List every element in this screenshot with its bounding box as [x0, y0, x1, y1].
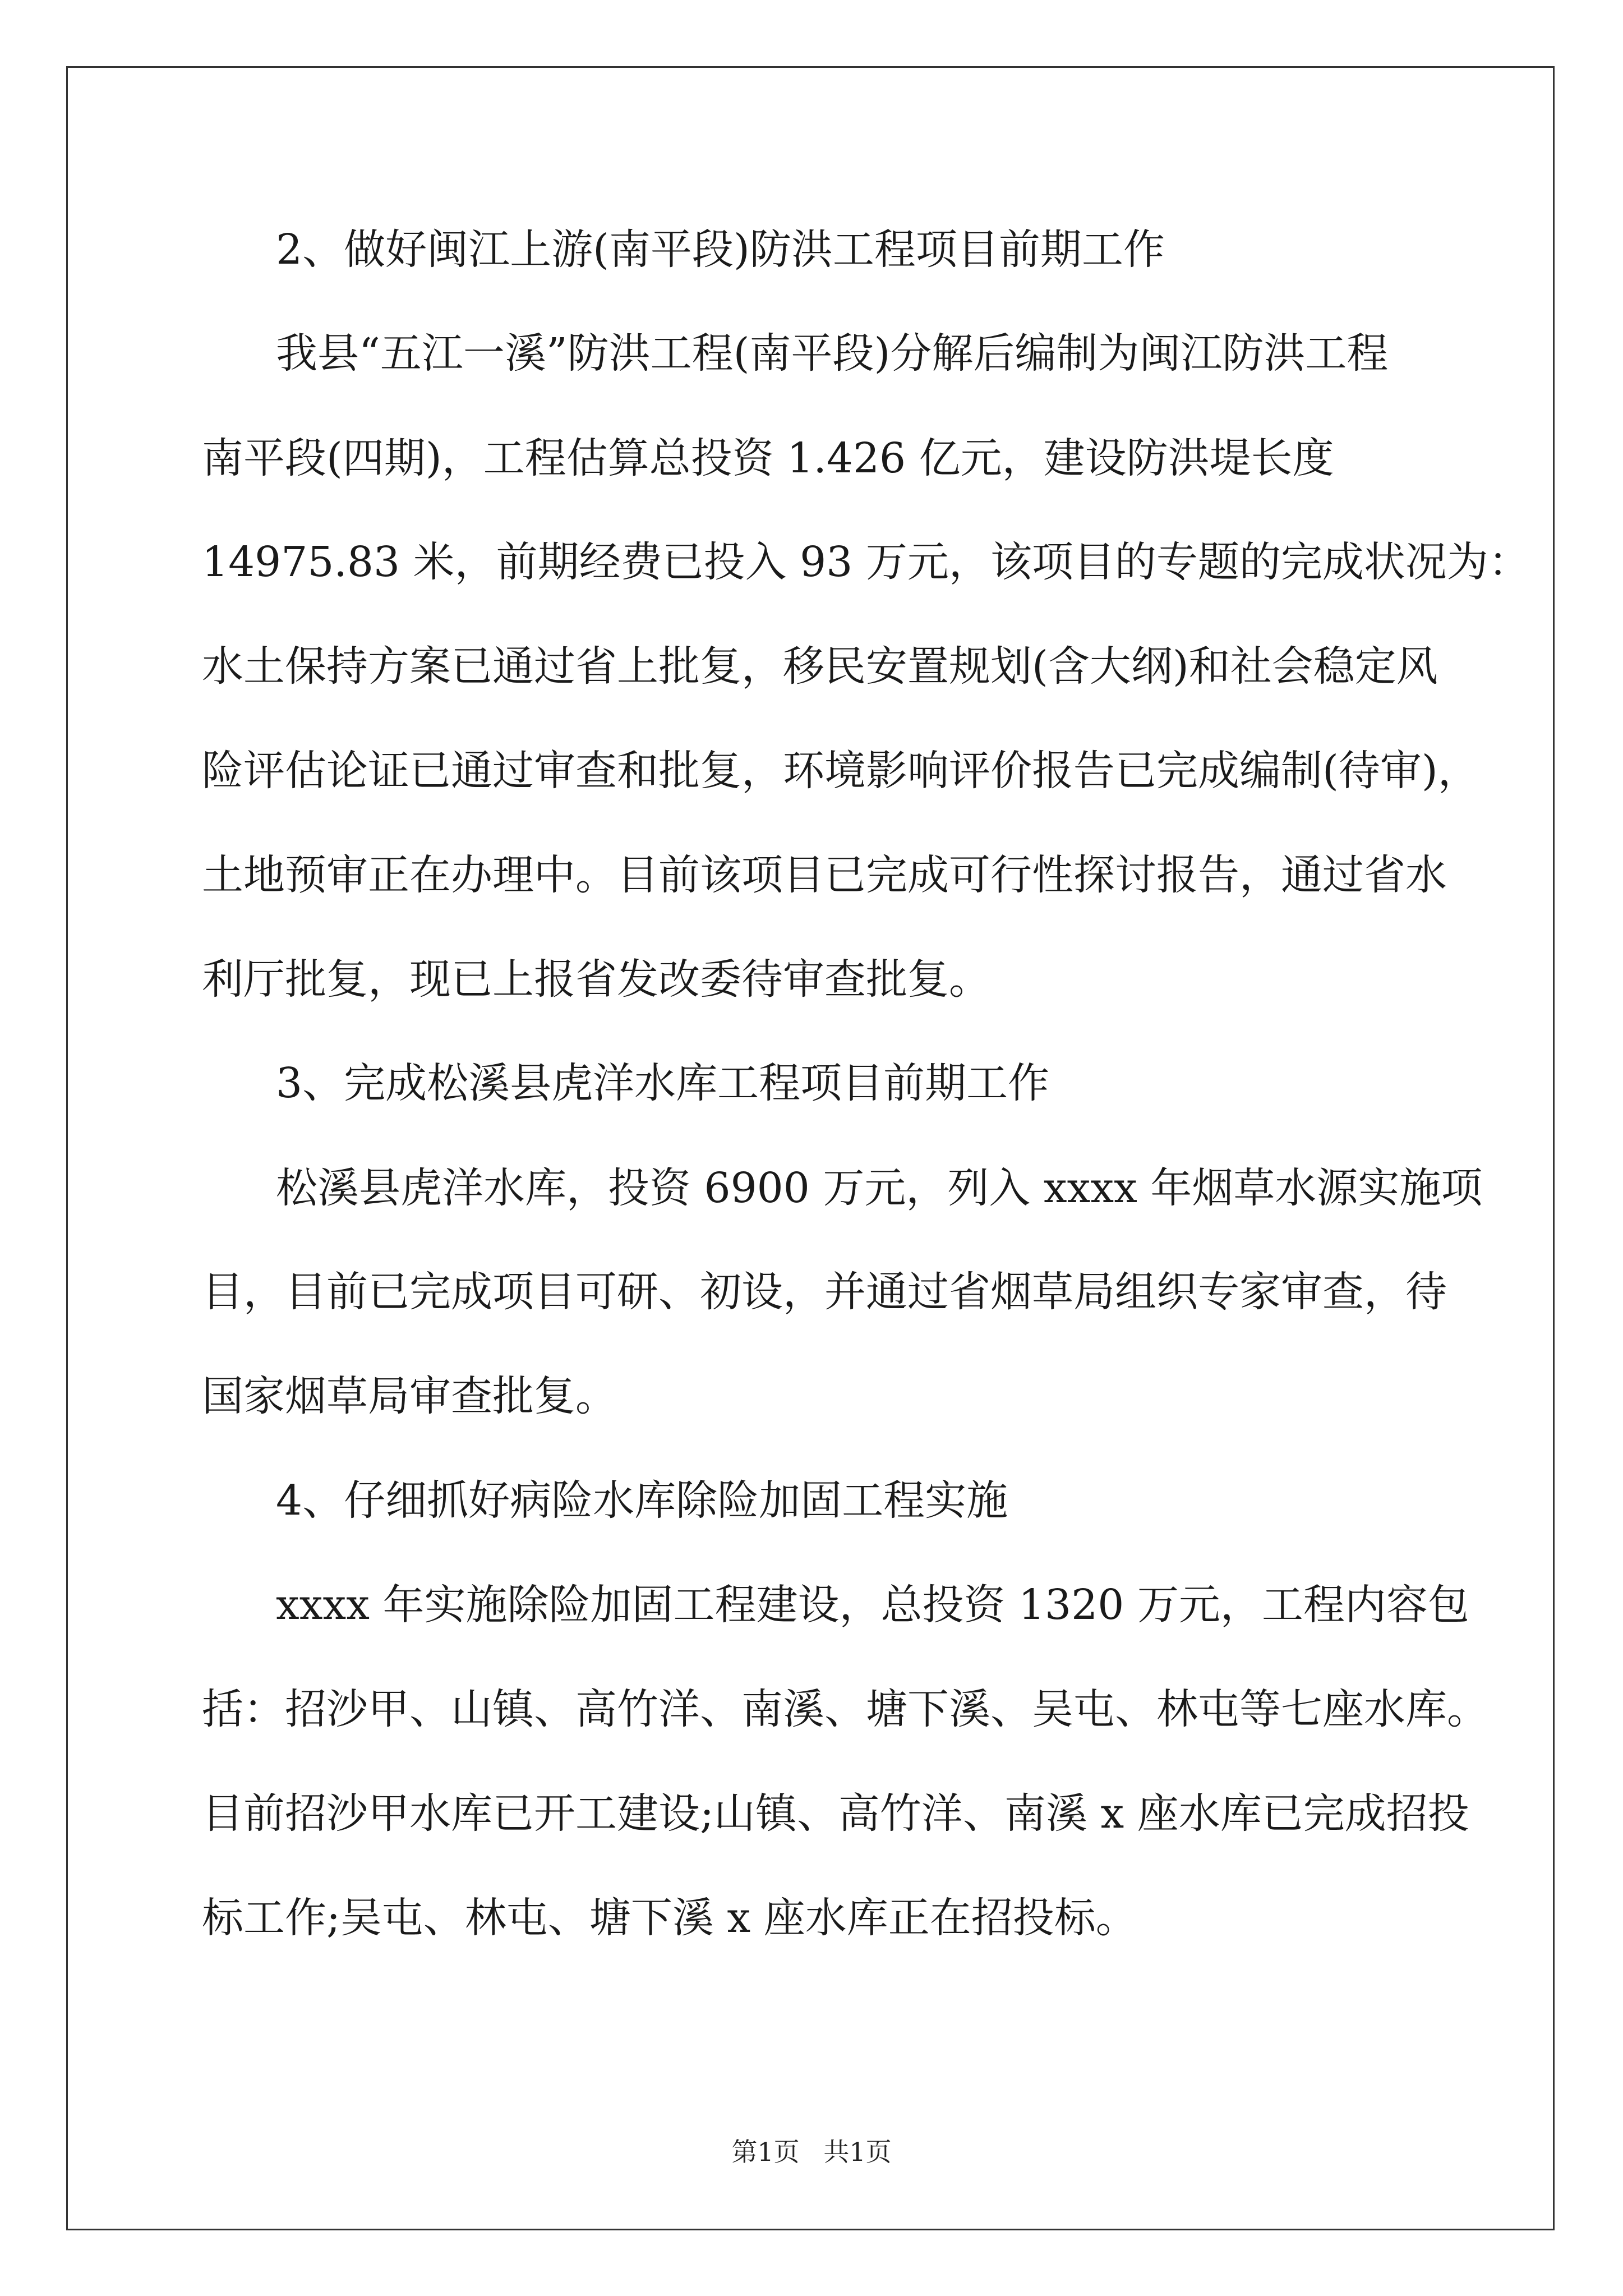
page-total: 共1页	[823, 2137, 892, 2167]
paragraph-line: 国家烟草局审查批复。	[202, 1372, 617, 1420]
paragraph-line: 松溪县虎洋水库，投资 6900 万元，列入 xxxx 年烟草水源实施项	[276, 1164, 1483, 1212]
paragraph-line: 水土保持方案已通过省上批复，移民安置规划(含大纲)和社会稳定风	[202, 642, 1438, 691]
section-heading-3: 3、完成松溪县虎洋水库工程项目前期工作	[276, 1059, 1050, 1107]
paragraph-line: 括：招沙甲、山镇、高竹洋、南溪、塘下溪、吴屯、林屯等七座水库。	[202, 1685, 1488, 1733]
paragraph-line: 险评估论证已通过审查和批复，环境影响评价报告已完成编制(待审)，	[202, 747, 1479, 795]
paragraph-line: 土地预审正在办理中。目前该项目已完成可行性探讨报告，通过省水	[202, 851, 1447, 899]
page-number: 第1页	[731, 2137, 800, 2167]
paragraph-line: 14975.83 米，前期经费已投入 93 万元，该项目的专题的完成状况为：	[202, 538, 1530, 586]
section-heading-2: 2、做好闽江上游(南平段)防洪工程项目前期工作	[276, 226, 1165, 274]
paragraph-line: 目前招沙甲水库已开工建设;山镇、高竹洋、南溪 x 座水库已完成招投	[202, 1789, 1469, 1838]
paragraph-line: xxxx 年实施除险加固工程建设，总投资 1320 万元，工程内容包	[276, 1581, 1469, 1629]
paragraph-line: 目，目前已完成项目可研、初设，并通过省烟草局组织专家审查，待	[202, 1268, 1447, 1316]
paragraph-line: 标工作;吴屯、林屯、塘下溪 x 座水库正在招投标。	[202, 1894, 1137, 1942]
paragraph-line: 我县“五江一溪”防洪工程(南平段)分解后编制为闽江防洪工程	[276, 329, 1389, 378]
paragraph-line: 南平段(四期)，工程估算总投资 1.426 亿元，建设防洪堤长度	[202, 434, 1334, 482]
paragraph-line: 利厅批复，现已上报省发改委待审查批复。	[202, 955, 990, 1004]
page-footer	[0, 2132, 1623, 2169]
section-heading-4: 4、仔细抓好病险水库除险加固工程实施	[276, 1476, 1008, 1525]
